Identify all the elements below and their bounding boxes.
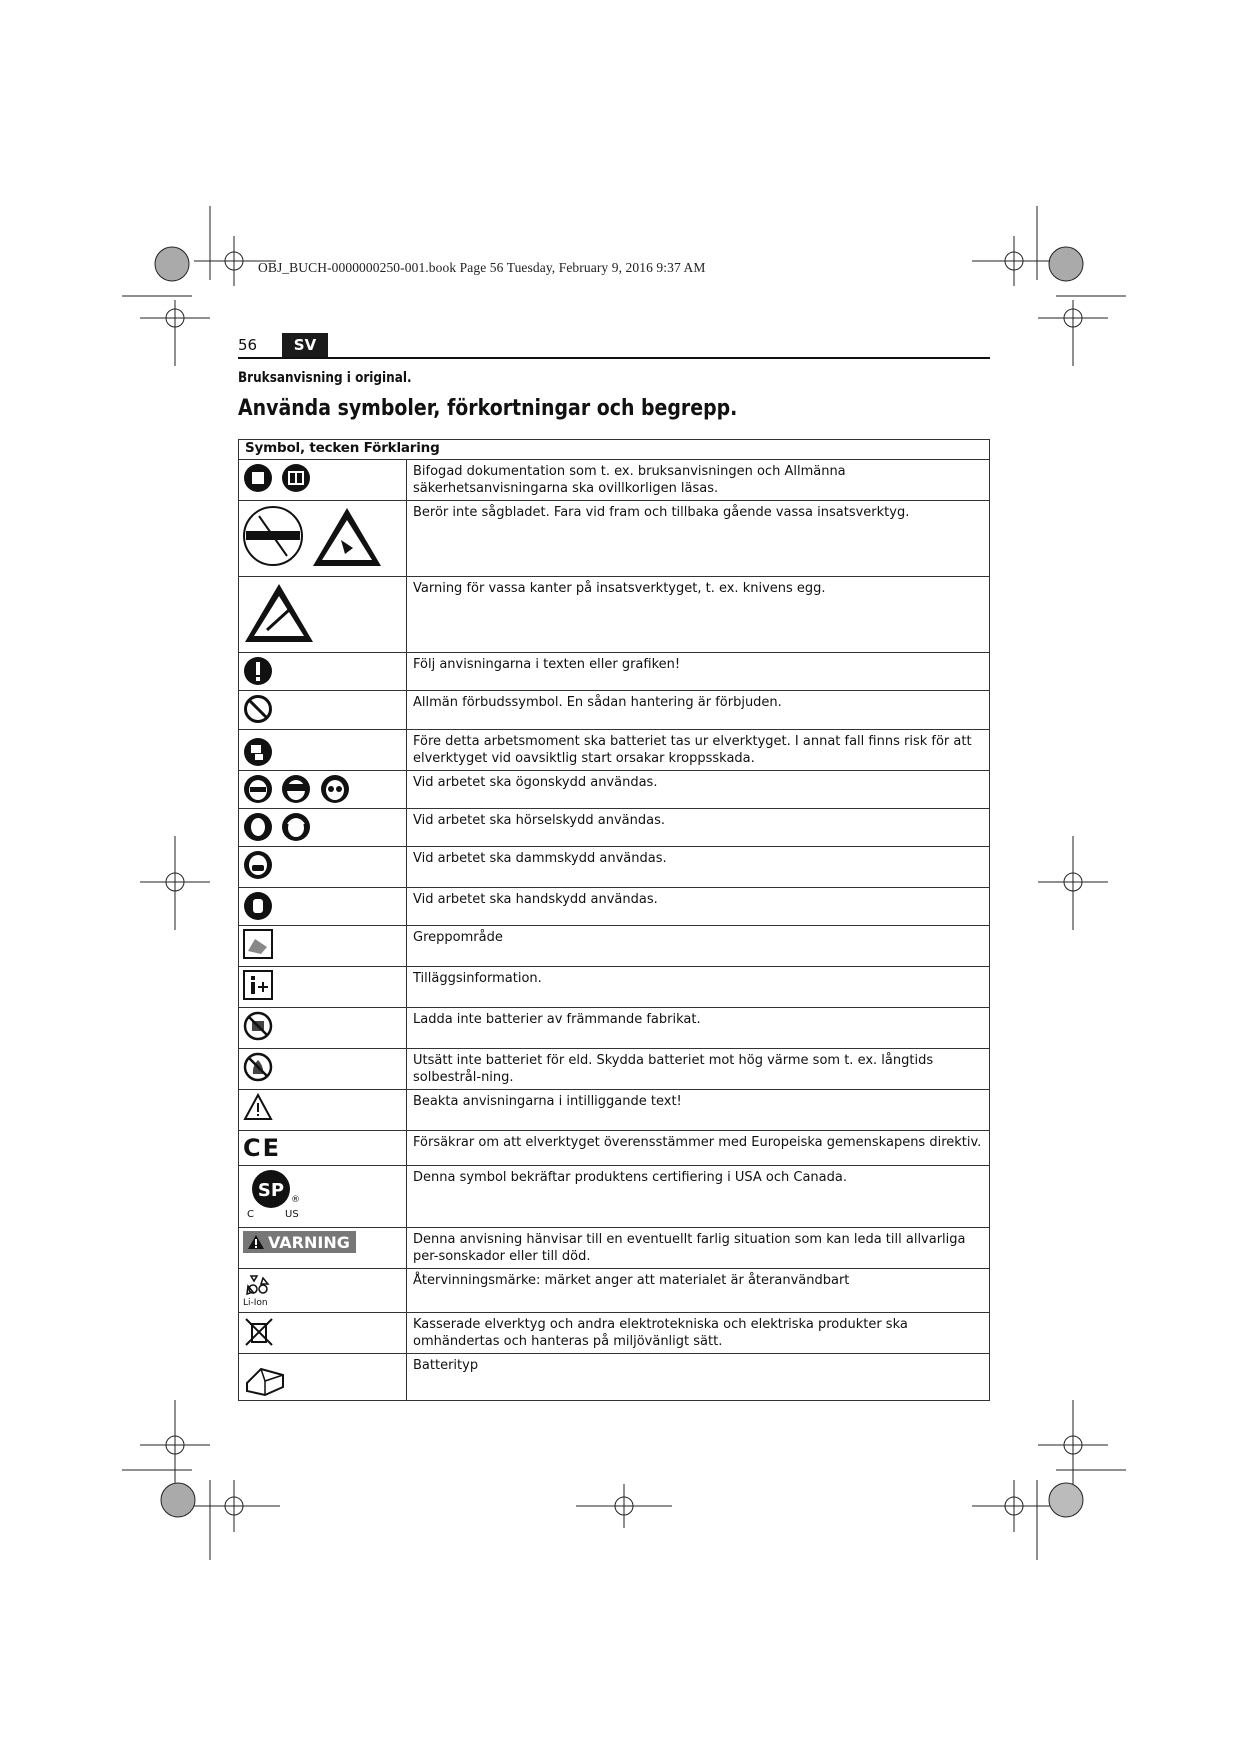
symbol-description: Vid arbetet ska ögonskydd användas. bbox=[407, 771, 990, 809]
table-row bbox=[239, 771, 990, 809]
weee-bin-icon bbox=[243, 1316, 275, 1348]
symbol-description: Varning för vassa kanter på insatsverktyget, t. ex. knivens egg. bbox=[407, 577, 990, 653]
csa-c-label: C bbox=[247, 1209, 254, 1220]
header-divider bbox=[238, 357, 990, 359]
symbol-description: Batterityp bbox=[407, 1354, 990, 1401]
table-row bbox=[239, 1313, 990, 1354]
symbol-description: Vid arbetet ska hörselskydd användas. bbox=[407, 809, 990, 847]
symbol-table bbox=[238, 439, 990, 1401]
table-row bbox=[239, 1228, 990, 1269]
csa-registered-mark: ® bbox=[291, 1195, 300, 1205]
dust-mask-icon bbox=[243, 850, 273, 880]
symbol-description: Vid arbetet ska dammskydd användas. bbox=[407, 847, 990, 888]
table-row bbox=[239, 1269, 990, 1313]
registration-target-icon bbox=[155, 247, 189, 281]
ear-protection-icon bbox=[243, 812, 273, 842]
page-title: Använda symboler, förkortningar och begrepp. bbox=[238, 396, 738, 421]
symbol-description: Denna symbol bekräftar produktens certifiering i USA och Canada. bbox=[407, 1166, 990, 1228]
symbol-description: Berör inte sågbladet. Fara vid fram och tillbaka gående vassa insatsverktyg. bbox=[407, 501, 990, 577]
symbol-description: Försäkrar om att elverktyget överensstämmer med Europeiska gemenskapens direktiv. bbox=[407, 1131, 990, 1166]
book-file-info: OBJ_BUCH-0000000250-001.book Page 56 Tuesday, February 9, 2016 9:37 AM bbox=[258, 260, 706, 275]
svg-text:SP: SP bbox=[257, 1180, 285, 1201]
symbol-description: Utsätt inte batteriet för eld. Skydda batteriet mot hög värme som t. ex. långtids solbestrål-ning. bbox=[407, 1049, 990, 1090]
no-foreign-charging-icon bbox=[243, 1011, 273, 1041]
symbol-description: Beakta anvisningarna i intilliggande text! bbox=[407, 1090, 990, 1131]
ce-mark-icon: CE bbox=[243, 1134, 282, 1162]
recycling-li-ion-icon bbox=[243, 1272, 273, 1298]
registration-target-icon bbox=[1049, 1483, 1083, 1517]
prohibition-icon bbox=[243, 694, 273, 724]
symbol-description: Bifogad dokumentation som t. ex. bruksanvisningen och Allmänna säkerhetsanvisningarna ska ovillkorligen läsas. bbox=[407, 460, 990, 501]
varning-label-text: VARNING bbox=[268, 1232, 350, 1252]
warning-triangle-blade-icon bbox=[311, 504, 383, 570]
subheading: Bruksanvisning i original. bbox=[238, 370, 412, 386]
battery-pack-icon bbox=[243, 1357, 287, 1397]
table-row bbox=[239, 653, 990, 691]
table-row bbox=[239, 967, 990, 1008]
table-row bbox=[239, 926, 990, 967]
mandatory-action-icon bbox=[243, 656, 273, 686]
csa-us-mark-icon bbox=[251, 1169, 291, 1209]
table-row bbox=[239, 730, 990, 771]
symbol-description: Tilläggsinformation. bbox=[407, 967, 990, 1008]
table-row bbox=[239, 1090, 990, 1131]
remove-battery-icon bbox=[243, 737, 273, 767]
symbol-description: Följ anvisningarna i texten eller grafiken! bbox=[407, 653, 990, 691]
table-row bbox=[239, 577, 990, 653]
no-fire-battery-icon bbox=[243, 1052, 273, 1082]
csa-us-label: US bbox=[285, 1209, 299, 1220]
table-row bbox=[239, 1008, 990, 1049]
registration-target-icon bbox=[161, 1483, 195, 1517]
table-row bbox=[239, 888, 990, 926]
symbol-description: Ladda inte batterier av främmande fabrikat. bbox=[407, 1008, 990, 1049]
table-row bbox=[239, 501, 990, 577]
symbol-description: Före detta arbetsmoment ska batteriet tas ur elverktyget. I annat fall finns risk för att elverktyget vid oavsiktlig start orsakar kroppsskada. bbox=[407, 730, 990, 771]
symbol-description: Denna anvisning hänvisar till en eventuellt farlig situation som kan leda till allvarliga per-sonskador eller till död. bbox=[407, 1228, 990, 1269]
language-badge: SV bbox=[282, 333, 328, 357]
sharp-edge-warning-icon bbox=[243, 580, 315, 646]
read-manual-icon bbox=[243, 463, 273, 493]
registration-target-icon bbox=[1049, 247, 1083, 281]
goggles-icon bbox=[320, 774, 350, 804]
warning-triangle-icon bbox=[247, 1234, 265, 1250]
table-header: Symbol, tecken Förklaring bbox=[239, 440, 990, 460]
table-row bbox=[239, 691, 990, 730]
table-row bbox=[239, 1131, 990, 1166]
symbol-description: Kasserade elverktyg och andra elektrotekniska och elektriska produkter ska omhändertas och hanteras på miljövänligt sätt. bbox=[407, 1313, 990, 1354]
grip-area-icon bbox=[243, 929, 273, 959]
table-row bbox=[239, 1166, 990, 1228]
varning-label-icon bbox=[243, 1231, 356, 1253]
ear-muffs-icon bbox=[281, 812, 311, 842]
table-row bbox=[239, 847, 990, 888]
table-row bbox=[239, 1354, 990, 1401]
symbol-description: Greppområde bbox=[407, 926, 990, 967]
info-icon bbox=[243, 970, 273, 1000]
table-row bbox=[239, 460, 990, 501]
symbol-description: Vid arbetet ska handskydd användas. bbox=[407, 888, 990, 926]
face-shield-icon bbox=[281, 774, 311, 804]
li-ion-label: Li-Ion bbox=[243, 1298, 268, 1308]
symbol-description: Allmän förbudssymbol. En sådan hantering är förbjuden. bbox=[407, 691, 990, 730]
manual-book-icon bbox=[281, 463, 311, 493]
table-row bbox=[239, 809, 990, 847]
eye-protection-icon bbox=[243, 774, 273, 804]
attention-blade-icon bbox=[243, 504, 303, 568]
page-number: 56 bbox=[238, 336, 258, 354]
symbol-description: Återvinningsmärke: märket anger att materialet är återanvändbart bbox=[407, 1269, 990, 1313]
table-row bbox=[239, 1049, 990, 1090]
caution-triangle-icon bbox=[243, 1093, 273, 1121]
gloves-icon bbox=[243, 891, 273, 921]
